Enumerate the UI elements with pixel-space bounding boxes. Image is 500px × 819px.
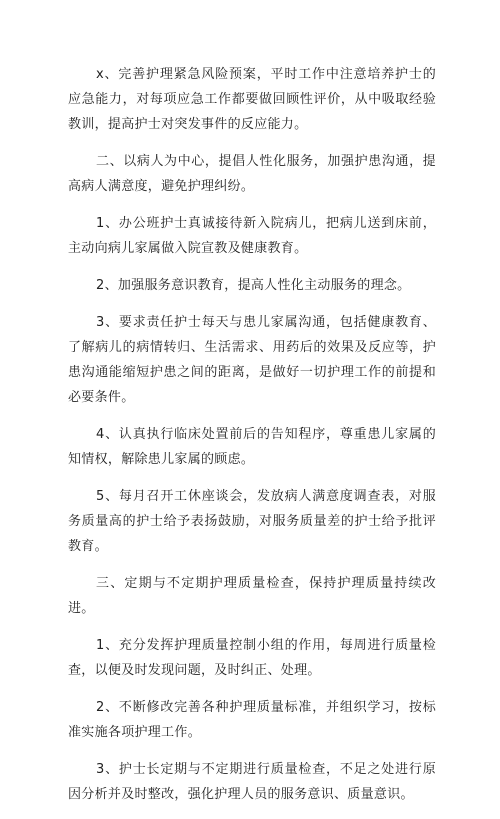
document-body bbox=[68, 62, 436, 819]
list-item-head-nurse-inspection: 3、护士长定期与不定期进行质量检查，不足之处进行原因分析并及时整改，强化护理人员的服务意识、质量意识。 bbox=[68, 762, 436, 802]
list-item-quality-standards: 2、不断修改完善各种护理质量标准，并组织学习，按标准实施各项护理工作。 bbox=[68, 700, 436, 740]
section-heading-quality-inspection: 三、定期与不定期护理质量检查，保持护理质量持续改进。 bbox=[68, 576, 436, 616]
section-heading-patient-centered: 二、以病人为中心，提倡人性化服务，加强护患沟通，提高病人满意度，避免护理纠纷。 bbox=[68, 154, 436, 194]
list-item-family-communication: 3、要求责任护士每天与患儿家属沟通，包括健康教育、了解病儿的病情转归、生活需求、用药后的效果及反应等，护患沟通能缩短护患之间的距离，是做好一切护理工作的前提和必要条件。 bbox=[68, 315, 436, 405]
list-item-quality-control-group: 1、充分发挥护理质量控制小组的作用，每周进行质量检查，以便及时发现问题，及时纠正、处理。 bbox=[68, 638, 436, 678]
list-item-informed-consent: 4、认真执行临床处置前后的告知程序，尊重患儿家属的知情权，解除患儿家属的顾虑。 bbox=[68, 427, 436, 467]
list-item-service-awareness: 2、加强服务意识教育，提高人性化主动服务的理念。 bbox=[96, 278, 411, 293]
list-item-monthly-meeting: 5、每月召开工休座谈会，发放病人满意度调查表，对服务质量高的护士给予表扬鼓励，对服务质量差的护士给予批评教育。 bbox=[68, 489, 436, 554]
list-item-admission-reception: 1、办公班护士真诚接待新入院病儿，把病儿送到床前，主动向病儿家属做入院宣教及健康教育。 bbox=[68, 216, 436, 256]
paragraph-emergency-plan: x、完善护理紧急风险预案，平时工作中注意培养护士的应急能力，对每项应急工作都要做回顾性评价，从中吸取经验教训，提高护士对突发事件的反应能力。 bbox=[68, 67, 436, 132]
